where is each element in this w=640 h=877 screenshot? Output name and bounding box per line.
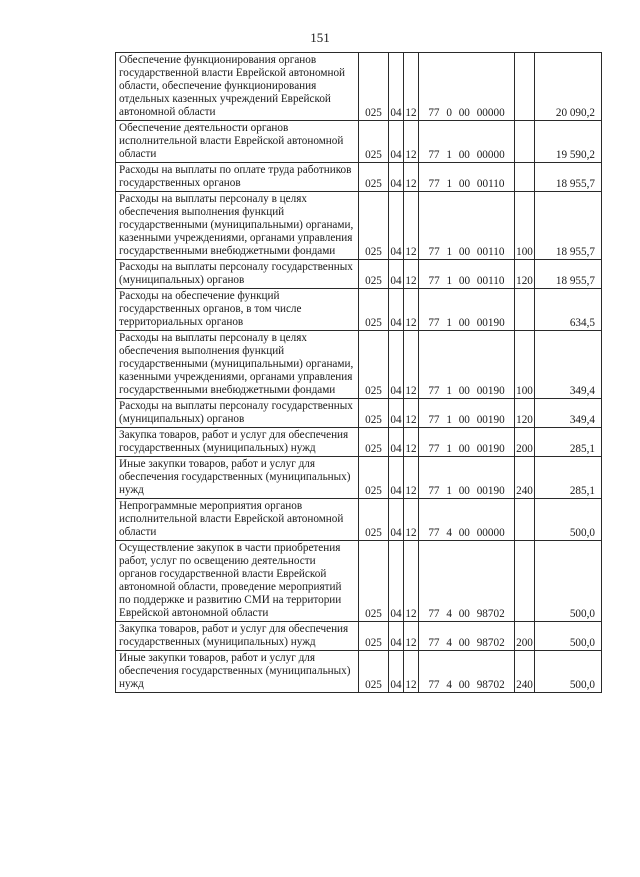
ministry-code: 025 — [359, 622, 389, 651]
target-article-code: 77 1 00 00190 — [419, 457, 515, 499]
amount: 349,4 — [535, 331, 602, 399]
section-code: 04 — [389, 399, 404, 428]
ministry-code: 025 — [359, 428, 389, 457]
subsection-code: 12 — [404, 399, 419, 428]
ministry-code: 025 — [359, 457, 389, 499]
section-code: 04 — [389, 428, 404, 457]
row-name: Осуществление закупок в части приобретения работ, услуг по освещению деятельности органов государственной власти Еврейской автономной области, проведение мероприятий по поддержке и развитию СМИ на территории Еврейской автономной области — [116, 541, 359, 622]
subsection-code: 12 — [404, 457, 419, 499]
amount: 18 955,7 — [535, 163, 602, 192]
table-row — [116, 53, 602, 121]
expense-type-code: 200 — [515, 428, 535, 457]
expense-type-code — [515, 53, 535, 121]
target-article-code: 77 1 00 00000 — [419, 121, 515, 163]
row-name: Обеспечение функционирования органов государственной власти Еврейской автономной области, обеспечение функционирования отдельных казенных учреждений Еврейской автономной области — [116, 53, 359, 121]
expense-type-code — [515, 121, 535, 163]
row-name: Расходы на выплаты персоналу в целях обеспечения выполнения функций государственными (муниципальными) органами, казенными учреждениями, органами управления государственными внебюджетными фондами — [116, 192, 359, 260]
ministry-code: 025 — [359, 192, 389, 260]
subsection-code: 12 — [404, 541, 419, 622]
ministry-code: 025 — [359, 289, 389, 331]
page-number: 151 — [310, 30, 330, 45]
row-name: Расходы на выплаты по оплате труда работников государственных органов — [116, 163, 359, 192]
row-name: Расходы на выплаты персоналу в целях обеспечения выполнения функций государственными (муниципальными) органами, казенными учреждениями, органами управления государственными внебюджетными фондами — [116, 331, 359, 399]
expense-type-code: 120 — [515, 260, 535, 289]
row-name: Закупка товаров, работ и услуг для обеспечения государственных (муниципальных) нужд — [116, 622, 359, 651]
ministry-code: 025 — [359, 399, 389, 428]
section-code: 04 — [389, 331, 404, 399]
subsection-code: 12 — [404, 651, 419, 693]
section-code: 04 — [389, 163, 404, 192]
row-name: Расходы на обеспечение функций государственных органов, в том числе территориальных органов — [116, 289, 359, 331]
row-name: Обеспечение деятельности органов исполнительной власти Еврейской автономной области — [116, 121, 359, 163]
section-code: 04 — [389, 541, 404, 622]
target-article-code: 77 1 00 00190 — [419, 289, 515, 331]
target-article-code: 77 0 00 00000 — [419, 53, 515, 121]
subsection-code: 12 — [404, 163, 419, 192]
section-code: 04 — [389, 260, 404, 289]
amount: 349,4 — [535, 399, 602, 428]
subsection-code: 12 — [404, 121, 419, 163]
budget-table — [115, 52, 602, 693]
table-row — [116, 622, 602, 651]
expense-type-code — [515, 163, 535, 192]
expense-type-code — [515, 289, 535, 331]
ministry-code: 025 — [359, 651, 389, 693]
section-code: 04 — [389, 121, 404, 163]
target-article-code: 77 1 00 00190 — [419, 428, 515, 457]
table-row — [116, 192, 602, 260]
section-code: 04 — [389, 289, 404, 331]
table-row — [116, 428, 602, 457]
table-row — [116, 399, 602, 428]
table-row — [116, 163, 602, 192]
section-code: 04 — [389, 651, 404, 693]
ministry-code: 025 — [359, 121, 389, 163]
amount: 500,0 — [535, 651, 602, 693]
table-row — [116, 651, 602, 693]
amount: 500,0 — [535, 622, 602, 651]
table-row — [116, 260, 602, 289]
amount: 19 590,2 — [535, 121, 602, 163]
table-row — [116, 121, 602, 163]
expense-type-code: 100 — [515, 331, 535, 399]
amount: 500,0 — [535, 541, 602, 622]
expense-type-code: 120 — [515, 399, 535, 428]
subsection-code: 12 — [404, 428, 419, 457]
table-row — [116, 499, 602, 541]
section-code: 04 — [389, 457, 404, 499]
section-code: 04 — [389, 192, 404, 260]
row-name: Расходы на выплаты персоналу государственных (муниципальных) органов — [116, 399, 359, 428]
target-article-code: 77 1 00 00110 — [419, 163, 515, 192]
expense-type-code: 240 — [515, 457, 535, 499]
subsection-code: 12 — [404, 289, 419, 331]
target-article-code: 77 4 00 98702 — [419, 651, 515, 693]
ministry-code: 025 — [359, 53, 389, 121]
target-article-code: 77 1 00 00190 — [419, 331, 515, 399]
amount: 20 090,2 — [535, 53, 602, 121]
target-article-code: 77 1 00 00110 — [419, 260, 515, 289]
table-row — [116, 541, 602, 622]
section-code: 04 — [389, 622, 404, 651]
subsection-code: 12 — [404, 260, 419, 289]
row-name: Иные закупки товаров, работ и услуг для обеспечения государственных (муниципальных) нужд — [116, 651, 359, 693]
expense-type-code: 240 — [515, 651, 535, 693]
row-name: Непрограммные мероприятия органов исполнительной власти Еврейской автономной области — [116, 499, 359, 541]
expense-type-code — [515, 499, 535, 541]
expense-type-code: 200 — [515, 622, 535, 651]
table-row — [116, 331, 602, 399]
subsection-code: 12 — [404, 53, 419, 121]
amount: 285,1 — [535, 428, 602, 457]
amount: 634,5 — [535, 289, 602, 331]
ministry-code: 025 — [359, 541, 389, 622]
section-code: 04 — [389, 499, 404, 541]
subsection-code: 12 — [404, 192, 419, 260]
subsection-code: 12 — [404, 499, 419, 541]
table-row — [116, 289, 602, 331]
ministry-code: 025 — [359, 331, 389, 399]
expense-type-code — [515, 541, 535, 622]
amount: 18 955,7 — [535, 192, 602, 260]
target-article-code: 77 4 00 98702 — [419, 622, 515, 651]
row-name: Иные закупки товаров, работ и услуг для обеспечения государственных (муниципальных) нужд — [116, 457, 359, 499]
table-row — [116, 457, 602, 499]
target-article-code: 77 1 00 00110 — [419, 192, 515, 260]
section-code: 04 — [389, 53, 404, 121]
expense-type-code: 100 — [515, 192, 535, 260]
ministry-code: 025 — [359, 163, 389, 192]
row-name: Расходы на выплаты персоналу государственных (муниципальных) органов — [116, 260, 359, 289]
amount: 285,1 — [535, 457, 602, 499]
target-article-code: 77 1 00 00190 — [419, 399, 515, 428]
row-name: Закупка товаров, работ и услуг для обеспечения государственных (муниципальных) нужд — [116, 428, 359, 457]
amount: 18 955,7 — [535, 260, 602, 289]
subsection-code: 12 — [404, 622, 419, 651]
amount: 500,0 — [535, 499, 602, 541]
ministry-code: 025 — [359, 499, 389, 541]
subsection-code: 12 — [404, 331, 419, 399]
ministry-code: 025 — [359, 260, 389, 289]
target-article-code: 77 4 00 98702 — [419, 541, 515, 622]
target-article-code: 77 4 00 00000 — [419, 499, 515, 541]
